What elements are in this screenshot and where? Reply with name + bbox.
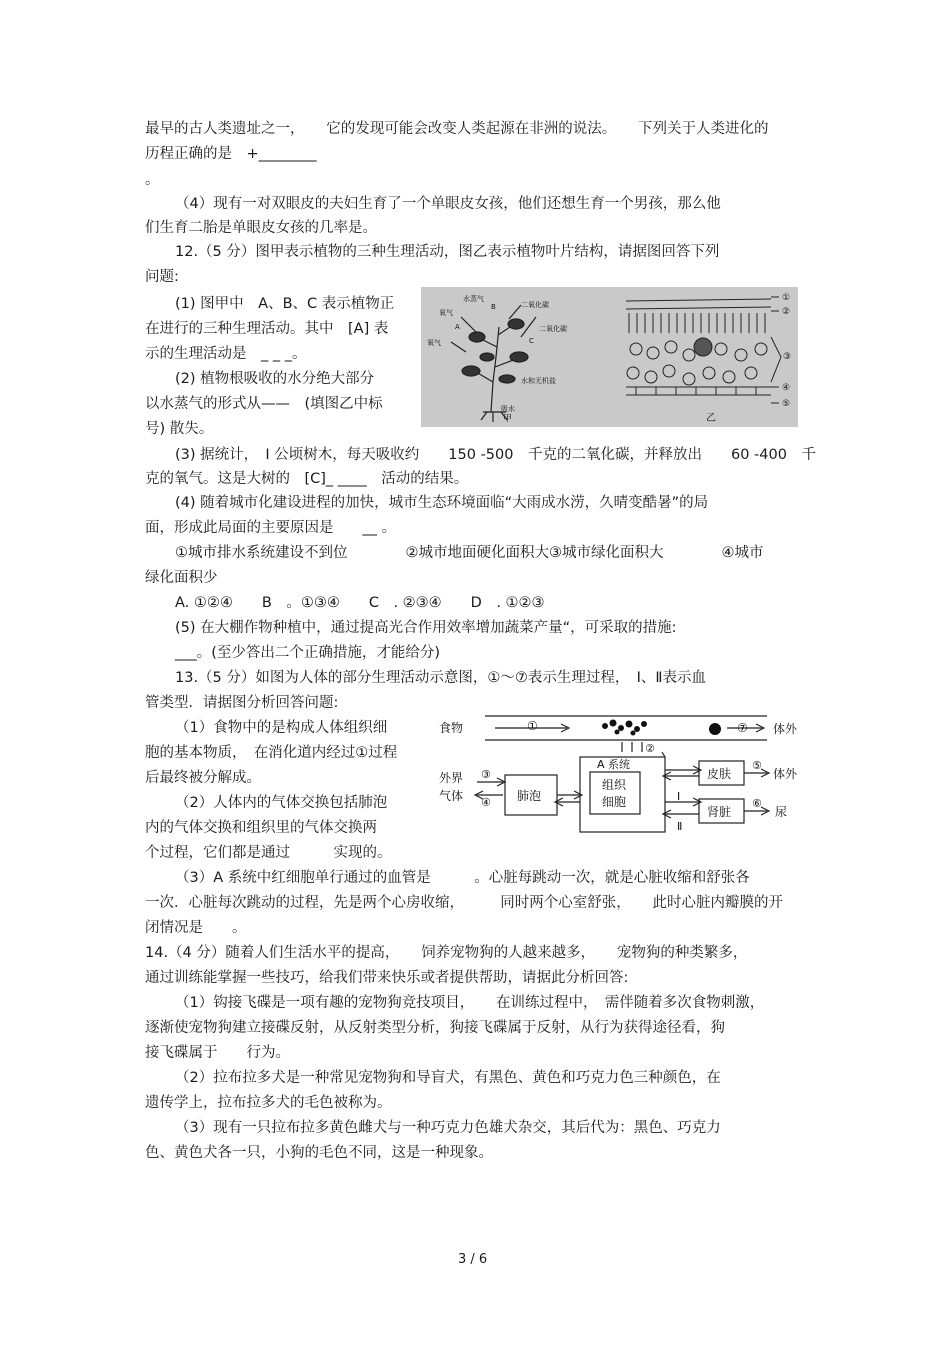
air-label: 气体 — [439, 789, 464, 803]
leaf-label: ④ — [782, 383, 791, 393]
kidney-label: 肾脏 — [707, 805, 732, 819]
text-line: ___。(至少答出二个正确措施，才能给分) — [175, 645, 441, 661]
text-line: 在进行的三种生理活动。其中 [A] 表 — [145, 321, 389, 337]
text-line: 12.（5 分）图甲表示植物的三种生理活动，图乙表示植物叶片结构，请据图回答下列 — [175, 244, 720, 260]
tissue-label: 细胞 — [602, 795, 627, 809]
leaf-label: ⑤ — [782, 399, 791, 409]
text-line: ①城市排水系统建设不到位 ②城市地面硬化面积大③城市绿化面积大 ④城市 — [175, 545, 764, 561]
text-line: 13.（5 分）如图为人体的部分生理活动示意图，①～⑦表示生理过程， Ⅰ、Ⅱ表示血 — [175, 670, 707, 686]
step-label: ① — [527, 719, 538, 733]
system-label: A 系统 — [597, 758, 631, 771]
plant-label: A — [455, 323, 460, 331]
text-line: 内的气体交换和组织里的气体交换两 — [145, 820, 377, 836]
air-label: 外界 — [439, 771, 464, 785]
text-line: 示的生理活动是 _ _ _。 — [145, 346, 307, 362]
plant-label: 二氧化碳 — [521, 301, 549, 309]
text-line: 历程正确的是 +________ — [145, 146, 317, 162]
plant-label: 氧气 — [427, 339, 441, 347]
text-line: (5) 在大棚作物种植中，通过提高光合作用效率增加蔬菜产量“，可采取的措施: — [175, 620, 677, 636]
outside-label: 体外 — [773, 767, 798, 781]
text-line: 14.（4 分）随着人们生活水平的提高， 饲养宠物狗的人越来越多， 宠物狗的种类繁多， — [145, 945, 748, 961]
step-label: ⑦ — [737, 721, 748, 735]
text-line: （1）钩接飞碟是一项有趣的宠物狗竞技项目， 在训练过程中， 需伴随着多次食物刺激， — [175, 995, 765, 1011]
human-physiology-figure — [437, 712, 809, 837]
text-line: 后最终被分解成。 — [145, 770, 261, 786]
text-line: （2）人体内的气体交换包括肺泡 — [175, 795, 388, 811]
text-line: （1）食物中的是构成人体组织细 — [175, 720, 388, 736]
plant-label: 水和无机盐 — [521, 377, 556, 385]
plant-label: 吸水 — [501, 405, 515, 413]
text-line: 管类型．请据图分析回答问题: — [145, 695, 339, 711]
text-line: （3）A 系统中红细胞单行通过的血管是 。心脏每跳动一次，就是心脏收缩和舒张各 — [175, 870, 750, 886]
tissue-label: 组织 — [602, 778, 627, 792]
step-label: ② — [645, 742, 655, 755]
urine-label: 尿 — [775, 805, 788, 819]
text-line: 胞的基本物质， 在消化道内经过①过程 — [145, 745, 398, 761]
text-line: （2）拉布拉多犬是一种常见宠物狗和导盲犬，有黑色、黄色和巧克力色三种颜色，在 — [175, 1070, 721, 1086]
vessel-label: Ⅱ — [677, 820, 683, 833]
alveoli-label: 肺泡 — [517, 789, 542, 803]
text-line: 最早的古人类遗址之一， 它的发现可能会改变人类起源在非洲的说法。 下列关于人类进化的 — [145, 121, 769, 137]
text-line: (2) 植物根吸收的水分绝大部分 — [175, 371, 375, 387]
text-line: A. ①②④ B 。①③④ C . ②③④ D . ①②③ — [175, 595, 545, 611]
text-line: 号) 散失。 — [145, 421, 214, 437]
text-line: 问题: — [145, 269, 179, 285]
leaf-label: ① — [782, 293, 791, 303]
text-line: 个过程，它们都是通过 实现的。 — [145, 845, 392, 861]
text-line: 面，形成此局面的主要原因是 __ 。 — [145, 520, 397, 536]
text-line: 以水蒸气的形式从—— (填图乙中标 — [145, 396, 383, 412]
text-line: (1) 图甲中 A、B、C 表示植物正 — [175, 296, 395, 312]
leaf-label: 乙 — [706, 413, 716, 424]
text-line: 通过训练能掌握一些技巧，给我们带来快乐或者提供帮助，请据此分析回答: — [145, 970, 629, 986]
food-particles — [602, 720, 721, 736]
text-line: 遗传学上，拉布拉多犬的毛色被称为。 — [145, 1095, 392, 1111]
text-line: 克的氧气。这是大树的 [C]_ ____ 活动的结果。 — [145, 471, 469, 487]
outside-label: 体外 — [773, 722, 798, 736]
plant-label: 水蒸气 — [463, 295, 484, 303]
plant-label: 二氧化碳 — [539, 325, 567, 333]
step-label: ③ — [481, 768, 491, 781]
text-line: 们生育二胎是单眼皮女孩的几率是。 — [145, 220, 377, 236]
text-line: 接飞碟属于 行为。 — [145, 1045, 290, 1061]
text-line: (3) 据统计， I 公顷树木，每天吸收约 150 -500 千克的二氧化碳，并释放出 60 -400 千 — [175, 447, 816, 463]
step-label: ④ — [481, 796, 491, 809]
text-line: 绿化面积少 — [145, 570, 218, 586]
text-line: 闭情况是 。 — [145, 920, 247, 936]
text-line: 一次．心脏每次跳动的过程，先是两个心房收缩， 同时两个心室舒张， 此时心脏内瓣膜的开 — [145, 895, 783, 911]
plant-leaf-figure — [421, 287, 798, 427]
plant-label: C — [529, 337, 534, 345]
plant-label: B — [491, 303, 496, 311]
food-label: 食物 — [439, 721, 464, 735]
skin-label: 皮肤 — [707, 767, 732, 781]
text-line: (4) 随着城市化建设进程的加快，城市生态环境面临“大雨成水涝，久晴变酷暑”的局 — [175, 495, 709, 511]
page-number: 3 / 6 — [458, 1252, 488, 1267]
step-label: ⑥ — [752, 797, 762, 810]
plant-label: 甲 — [503, 414, 513, 424]
leaf-label: ③ — [783, 352, 792, 362]
text-line: （3）现有一只拉布拉多黄色雌犬与一种巧克力色雄犬杂交，其后代为：黑色、巧克力 — [175, 1120, 721, 1136]
vessel-label: Ⅰ — [677, 790, 681, 803]
text-line: 逐渐使宠物狗建立接碟反射，从反射类型分析，狗接飞碟属于反射，从行为获得途径看，狗 — [145, 1020, 725, 1036]
text-line: 色、黄色犬各一只，小狗的毛色不同，这是一种现象。 — [145, 1145, 493, 1161]
text-line: （4）现有一对双眼皮的夫妇生育了一个单眼皮女孩，他们还想生育一个男孩，那么他 — [175, 196, 721, 212]
text-line: 。 — [145, 172, 160, 188]
leaf-label: ② — [782, 307, 791, 317]
step-label: ⑤ — [752, 759, 762, 772]
plant-label: 氧气 — [439, 309, 453, 317]
